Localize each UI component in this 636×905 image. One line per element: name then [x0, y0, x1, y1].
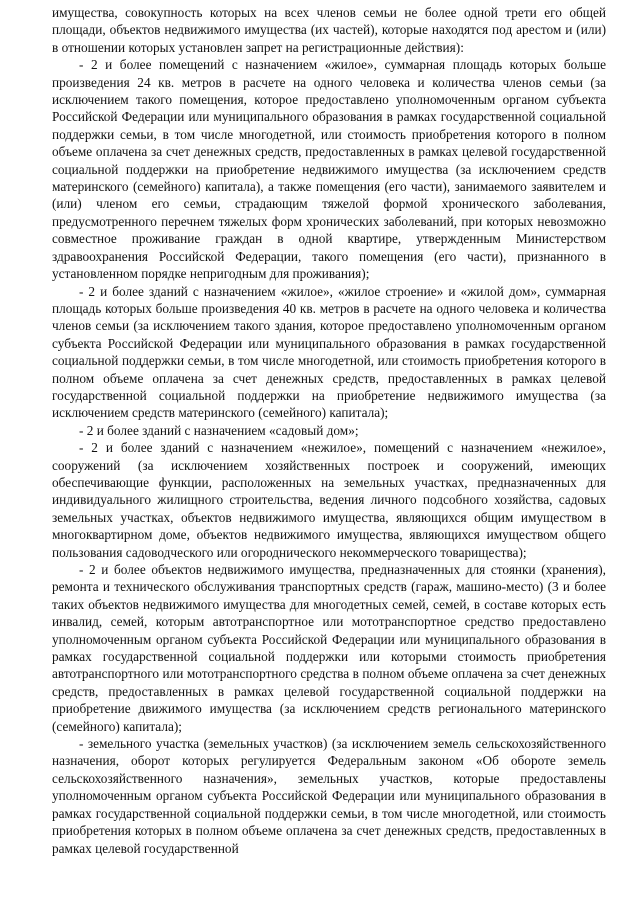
paragraph-continuation: имущества, совокупность которых на всех членов семьи не более одной трети его общей площади, объектов недвижимого имущества (их частей), которые находятся под арестом и (или) в отношении которых установлен запрет на регистрационные действия):: [52, 5, 606, 55]
paragraph-garden-houses: - 2 и более зданий с назначением «садовый дом»;: [79, 422, 359, 438]
paragraph-residential-buildings: - 2 и более зданий с назначением «жилое», «жилое строение» и «жилой дом», суммарная площадь которых больше произведения 40 кв. метров в расчете на одного человека и количества членов семьи (за исключением такого здания, которое предоставлено уполномоченным органом субъекта Российской Федерации или муниципального образования в рамках государственной социальной поддержки семьи, в том числе многодетной, или стоимость приобретения которого в полном объеме оплачена за счет денежных средств, предоставленных в рамках целевой государственной социальной поддержки на приобретение недвижимого имущества (за исключением средств материнского (семейного) капитала);: [52, 283, 606, 421]
paragraph-nonresidential: - 2 и более зданий с назначением «нежилое», помещений с назначением «нежилое», сооружений (за исключением хозяйственных построек и сооружений, имеющих обеспечивающие функции, расположенных на земельных участках, предназначенных для индивидуального жилищного строительства, ведения личного подсобного хозяйства, садовых земельных участках, объектов недвижимого имущества, являющихся общим имуществом в многоквартирном доме, объектов недвижимого имущества, являющихся имуществом общего пользования садоводческого или огороднического некоммерческого товарищества);: [52, 440, 606, 560]
paragraph-vehicle-storage: - 2 и более объектов недвижимого имущества, предназначенных для стоянки (хранения), ремонта и технического обслуживания транспортных средств (гараж, машино-место) (3 и более таких объектов недвижимого имущества для многодетных семей, семей, в составе которых есть инвалид, семей, которым автотранспортное или мототранспортное средство предоставлено уполномоченным органом субъекта Российской Федерации или муниципального образования в рамках государственной социальной поддержки или которыми стоимость приобретения автотранспортного или мототранспортного средства в полном объеме оплачена за счет денежных средств, предоставленных в рамках целевой государственной социальной поддержки на приобретение движимого имущества (за исключением средств регионального материнского (семейного) капитала);: [52, 562, 606, 734]
paragraph-residential-premises: - 2 и более помещений с назначением «жилое», суммарная площадь которых больше произведения 24 кв. метров в расчете на одного человека и количества членов семьи (за исключением такого помещения, которое предоставлено уполномоченным органом субъекта Российской Федерации или муниципального образования в рамках государственной социальной поддержки семьи, в том числе многодетной, или стоимость приобретения которого в полном объеме оплачена за счет денежных средств, предоставленных в рамках целевой государственной социальной поддержки на приобретение недвижимого имущества (за исключением средств материнского (семейного) капитала), а также помещения (его части), занимаемого заявителем и (или) членом его семьи, страдающим тяжелой формой хронического заболевания, предусмотренного перечнем тяжелых форм хронических заболеваний, при которых невозможно совместное проживание граждан в одной квартире, утвержденным Министерством здравоохранения Российской Федерации, такого помещения (его части), признанного в установленном порядке непригодным для проживания);: [52, 57, 606, 282]
paragraph-land-plots: - земельного участка (земельных участков) (за исключением земель сельскохозяйственного назначения, оборот которых регулируется Федеральным законом «Об обороте земель сельскохозяйственного назначения», земельных участков, которые предоставлены уполномоченным органом субъекта Российской Федерации или муниципального образования в рамках государственной социальной поддержки семьи, в том числе многодетной, или стоимость приобретения которых в полном объеме оплачена за счет денежных средств, предоставленных в рамках целевой государственной: [52, 736, 606, 856]
document-page: [52, 4, 606, 857]
